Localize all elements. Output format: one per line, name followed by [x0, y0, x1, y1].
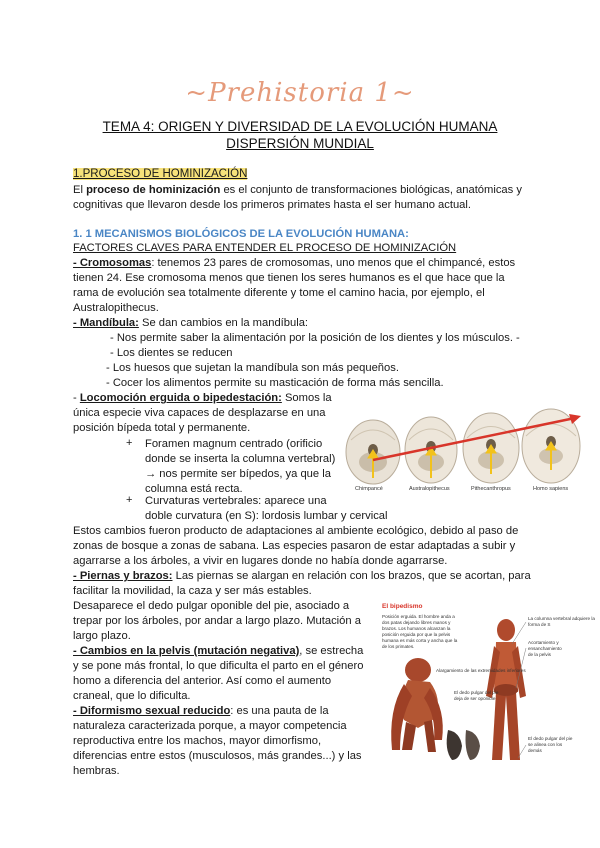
piernas-line3: Desaparece el dedo pulgar oponible del pie, asociado a [73, 600, 350, 612]
bipedism-text: humana es más corta y ancha que la [382, 638, 458, 643]
page-title: ~Prehistoria 1~ [185, 78, 415, 108]
bullet-plus: + [126, 437, 133, 449]
bipedism-text: dos patas dejando libres manos y [382, 620, 451, 625]
foramen-line: Foramen magnum centrado (orificio [145, 438, 323, 450]
section1-intro-line2: cognitivas que llevaron desde los primeros primates hasta el ser humano actual. [73, 199, 471, 211]
bipedism-figure [378, 600, 595, 770]
skulls-illustration [343, 400, 583, 510]
skulls-figure [343, 400, 583, 510]
piernas-line2: facilitar la movilidad, la caza y ser más estables. [73, 585, 312, 597]
mandibula-item: - Los dientes se reducen [110, 347, 233, 359]
pelvis-line3: homo a diferencia del anterior. Así como el aumento [73, 675, 332, 687]
mandibula-item: - Los huesos que sujetan la mandíbula son más pequeños. [106, 362, 399, 374]
cromosomas-line4: Australopithecus. [73, 302, 159, 314]
section1-heading: 1.PROCESO DE HOMINIZACIÓN [73, 168, 248, 180]
adaptaciones-line: zonas de bosque a zonas de sabana. Las especies pasaron de estar adaptadas a subir y [73, 540, 516, 552]
piernas-line4: trepar por los árboles, por andar a largo plazo. Mutación a [73, 615, 361, 627]
foramen-line: donde se inserta la columna vertebral) [145, 453, 336, 465]
mandibula-item: - Nos permite saber la alimentación por la posición de los dientes y los músculos. - [110, 332, 520, 344]
cromosomas-line3: rama de evolución sea totalmente diferente y tome el camino hacia, por ejemplo, el [73, 287, 485, 299]
toe-label-2: deja de ser oponible [454, 696, 496, 701]
tema-title-line1: TEMA 4: ORIGEN Y DIVERSIDAD DE LA EVOLUCIÓN HUMANA [102, 119, 498, 134]
spine-label: La columna vertebral adquiere la [528, 616, 595, 621]
pelvis-label: Acortamiento y [528, 640, 559, 645]
locomocion-line3: posición bípeda total y permanente. [73, 422, 251, 434]
curvaturas-line: doble curvatura (en S): lordosis lumbar y cervical [145, 510, 388, 522]
dimorfismo-line5: hembras. [73, 765, 120, 777]
foot-label: se alinea con los [528, 742, 563, 747]
adaptaciones-line: Estos cambios fueron producto de adaptaciones al ambiente ecológico, debido al paso de [73, 525, 519, 537]
foramen-line: → nos permite ser bípedos, ya que la [145, 468, 331, 480]
toe-label-1: El dedo pulgar del pie [454, 690, 499, 695]
foramen-line: columna está recta. [145, 483, 243, 495]
foot-label: demás [528, 748, 542, 753]
cromosomas-line1: - Cromosomas: tenemos 23 pares de cromosomas, uno menos que el chimpancé, estos [73, 257, 516, 269]
bipedism-text: brazos. Los humanos alcanzan la [382, 626, 451, 631]
spine-label: forma de S [528, 622, 551, 627]
locomocion-line2: única especie viva capaces de desplazarse en una [73, 407, 326, 419]
skull-caption: Homo sapiens [533, 486, 569, 492]
tema-title-line2: DISPERSIÓN MUNDIAL [226, 136, 374, 151]
mandibula-item: - Cocer los alimentos permite su masticación de forma más sencilla. [106, 377, 444, 389]
foot-label: El dedo pulgar del pie [528, 736, 573, 741]
foot-illustrations [447, 730, 480, 760]
bipedism-text: Posición erguida. El hombre anda a [382, 614, 455, 619]
bullet-plus: + [126, 494, 133, 506]
skull-caption: Australopithecus [409, 486, 450, 492]
skull-caption: Chimpancé [355, 486, 383, 492]
adaptaciones-line: agarrarse a los árboles, a vivir en lugares donde no había donde agarrarse. [73, 555, 448, 567]
pelvis-label: de la pelvis [528, 652, 551, 657]
cromosomas-line2: tienen 24. Ese cromosoma menos que tienen los seres humanos es el que hace que la [73, 272, 505, 284]
pelvis-line2: y se pone más frontal, lo que dificulta el parto en el género [73, 660, 364, 672]
piernas-line1: - Piernas y brazos: Las piernas se alargan en relación con los brazos, que se acortan, para [73, 570, 531, 582]
bipedism-illustration [378, 600, 595, 770]
section11-heading: 1. 1 MECANISMOS BIOLÓGICOS DE LA EVOLUCIÓN HUMANA: [73, 228, 409, 240]
curvaturas-line: Curvaturas vertebrales: aparece una [145, 495, 327, 507]
bipedism-text: de los primates. [382, 644, 415, 649]
arms-label: Alargamiento de las extremidades inferiores [436, 668, 526, 673]
section1-intro-line1: El proceso de hominización es el conjunto de transformaciones biológicas, anatómicas y [73, 184, 522, 196]
skull-caption: Pithecanthropus [471, 486, 511, 492]
locomocion-line1: - Locomoción erguida o bipedestación: Somos la [73, 392, 332, 404]
dimorfismo-line4: diferencias entre estos (musculosos, más grandes...) y las [73, 750, 362, 762]
pelvis-line4: craneal, que lo dificulta. [73, 690, 191, 702]
section11-subheading: FACTORES CLAVES PARA ENTENDER EL PROCESO DE HOMINIZACIÓN [73, 242, 457, 254]
pelvis-label: ensanchamiento [528, 646, 562, 651]
pelvis-line1: - Cambios en la pelvis (mutación negativa), se estrecha [73, 645, 364, 657]
dimorfismo-line1: - Diformismo sexual reducido: es una pauta de la [73, 705, 329, 717]
piernas-line5: largo plazo. [73, 630, 131, 642]
dimorfismo-line2: naturaleza caracterizada porque, a mayor competencia [73, 720, 347, 732]
dimorfismo-line3: reproductiva entre los machos, mayor dimorfismo, [73, 735, 322, 747]
bipedism-title: El bipedismo [382, 603, 423, 610]
mandibula-line1: - Mandíbula: Se dan cambios en la mandíbula: [73, 317, 309, 329]
bipedism-text: posición erguida por que la pelvis [382, 632, 451, 637]
